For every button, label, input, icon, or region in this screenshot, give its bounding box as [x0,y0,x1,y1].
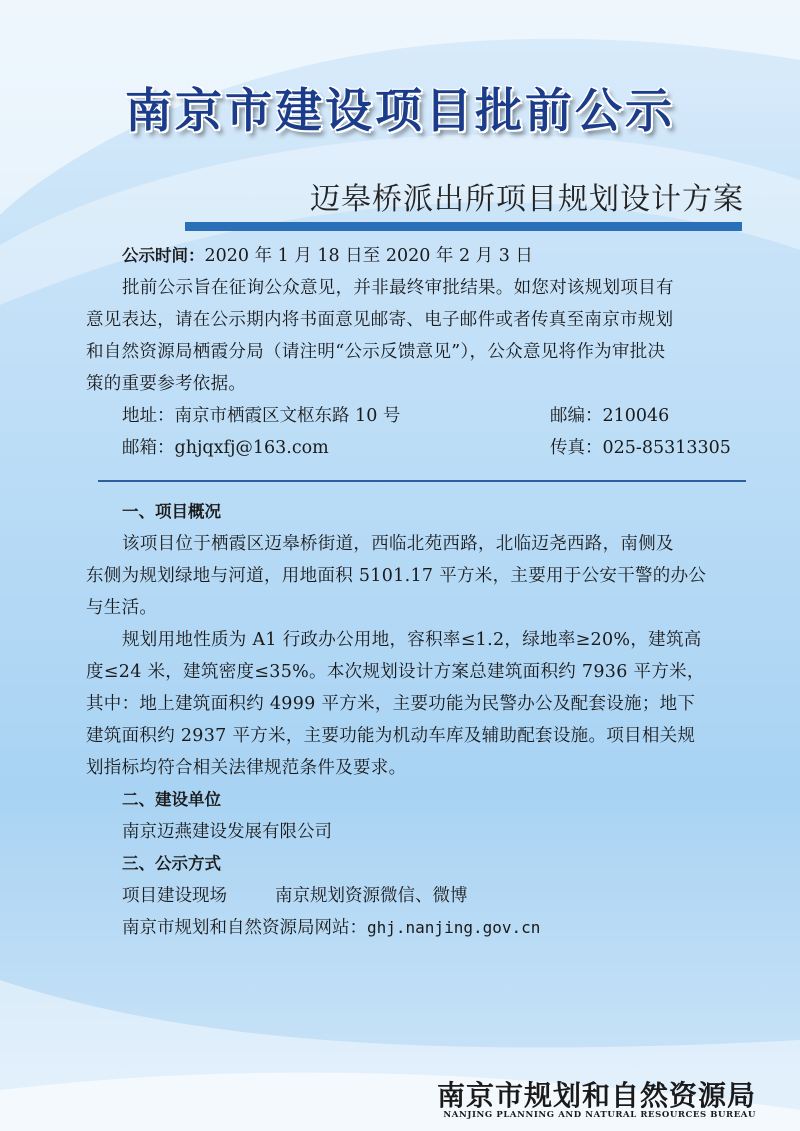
section-divider [98,480,746,482]
publicity-period-value: 2020 年 1 月 18 日至 2020 年 2 月 3 日 [204,246,533,266]
contact-row-address [86,400,742,432]
project-title: 迈皋桥派出所项目规划设计方案 [310,182,744,217]
overview-line: 度≤24 米，建筑密度≤35%。本次规划设计方案总建筑面积约 7936 平方米， [86,662,705,682]
overview-line: 该项目位于栖霞区迈皋桥街道，西临北苑西路，北临迈尧西路，南侧及 [122,534,674,554]
footer-org-name-en: NANJING PLANNING AND NATURAL RESOURCES BUREAU [443,1110,756,1120]
footer-org-name-cn: 南京市规划和自然资源局 [436,1079,756,1112]
contact-row-email [86,432,742,464]
overview-line: 与生活。 [86,598,158,618]
overview-line: 划指标均符合相关法律规范条件及要求。 [86,758,407,778]
publicity-method-channels [86,880,742,912]
notice-line: 意见表达，请在公示期内将书面意见邮寄、电子邮件或者传真至南京市规划 [86,310,674,330]
publicity-period-label: 公示时间： [122,246,205,265]
overview-line: 东侧为规划绿地与河道，用地面积 5101.17 平方米，主要用于公安干警的办公 [86,566,707,586]
overview-line: 其中：地上建筑面积约 4999 平方米，主要功能为民警办公及配套设施；地下 [86,694,696,714]
postcode: 邮编：210046 [550,406,670,426]
overview-paragraph-2 [86,624,742,784]
address: 地址：南京市栖霞区文枢东路 10 号 [122,406,401,426]
overview-line: 规划用地性质为 A1 行政办公用地，容积率≤1.2，绿地率≥20%，建筑高 [122,630,702,650]
fax: 传真：025-85313305 [550,438,731,458]
notice-line: 批前公示旨在征询公众意见，并非最终审批结果。如您对该规划项目有 [122,278,674,298]
website-label: 南京市规划和自然资源局网站： [122,918,367,938]
title-underline-bar [185,222,742,231]
notice-line: 策的重要参考依据。 [86,374,247,394]
overview-line: 建筑面积约 2937 平方米，主要功能为机动车库及辅助配套设施。项目相关规 [86,726,696,746]
website-url[interactable]: ghj.nanjing.gov.cn [367,918,541,937]
notice-content [86,240,742,944]
overview-paragraph-1 [86,528,742,624]
method-wechat: 南京规划资源微信、微博 [275,886,468,906]
notice-paragraph [86,272,742,400]
method-site: 项目建设现场 [122,886,227,906]
notice-line: 和自然资源局栖霞分局（请注明“公示反馈意见”），公众意见将作为审批决 [86,342,666,362]
publicity-method-website [86,912,742,944]
publicity-method-heading: 三、公示方式 [122,854,221,873]
construction-unit-heading: 二、建设单位 [122,790,221,809]
publicity-period [86,240,742,272]
email: 邮箱：ghjqxfj@163.com [122,438,329,458]
overview-heading: 一、项目概况 [122,502,221,521]
construction-unit-name: 南京迈燕建设发展有限公司 [122,822,332,842]
main-title: 南京市建设项目批前公示 [125,84,675,139]
